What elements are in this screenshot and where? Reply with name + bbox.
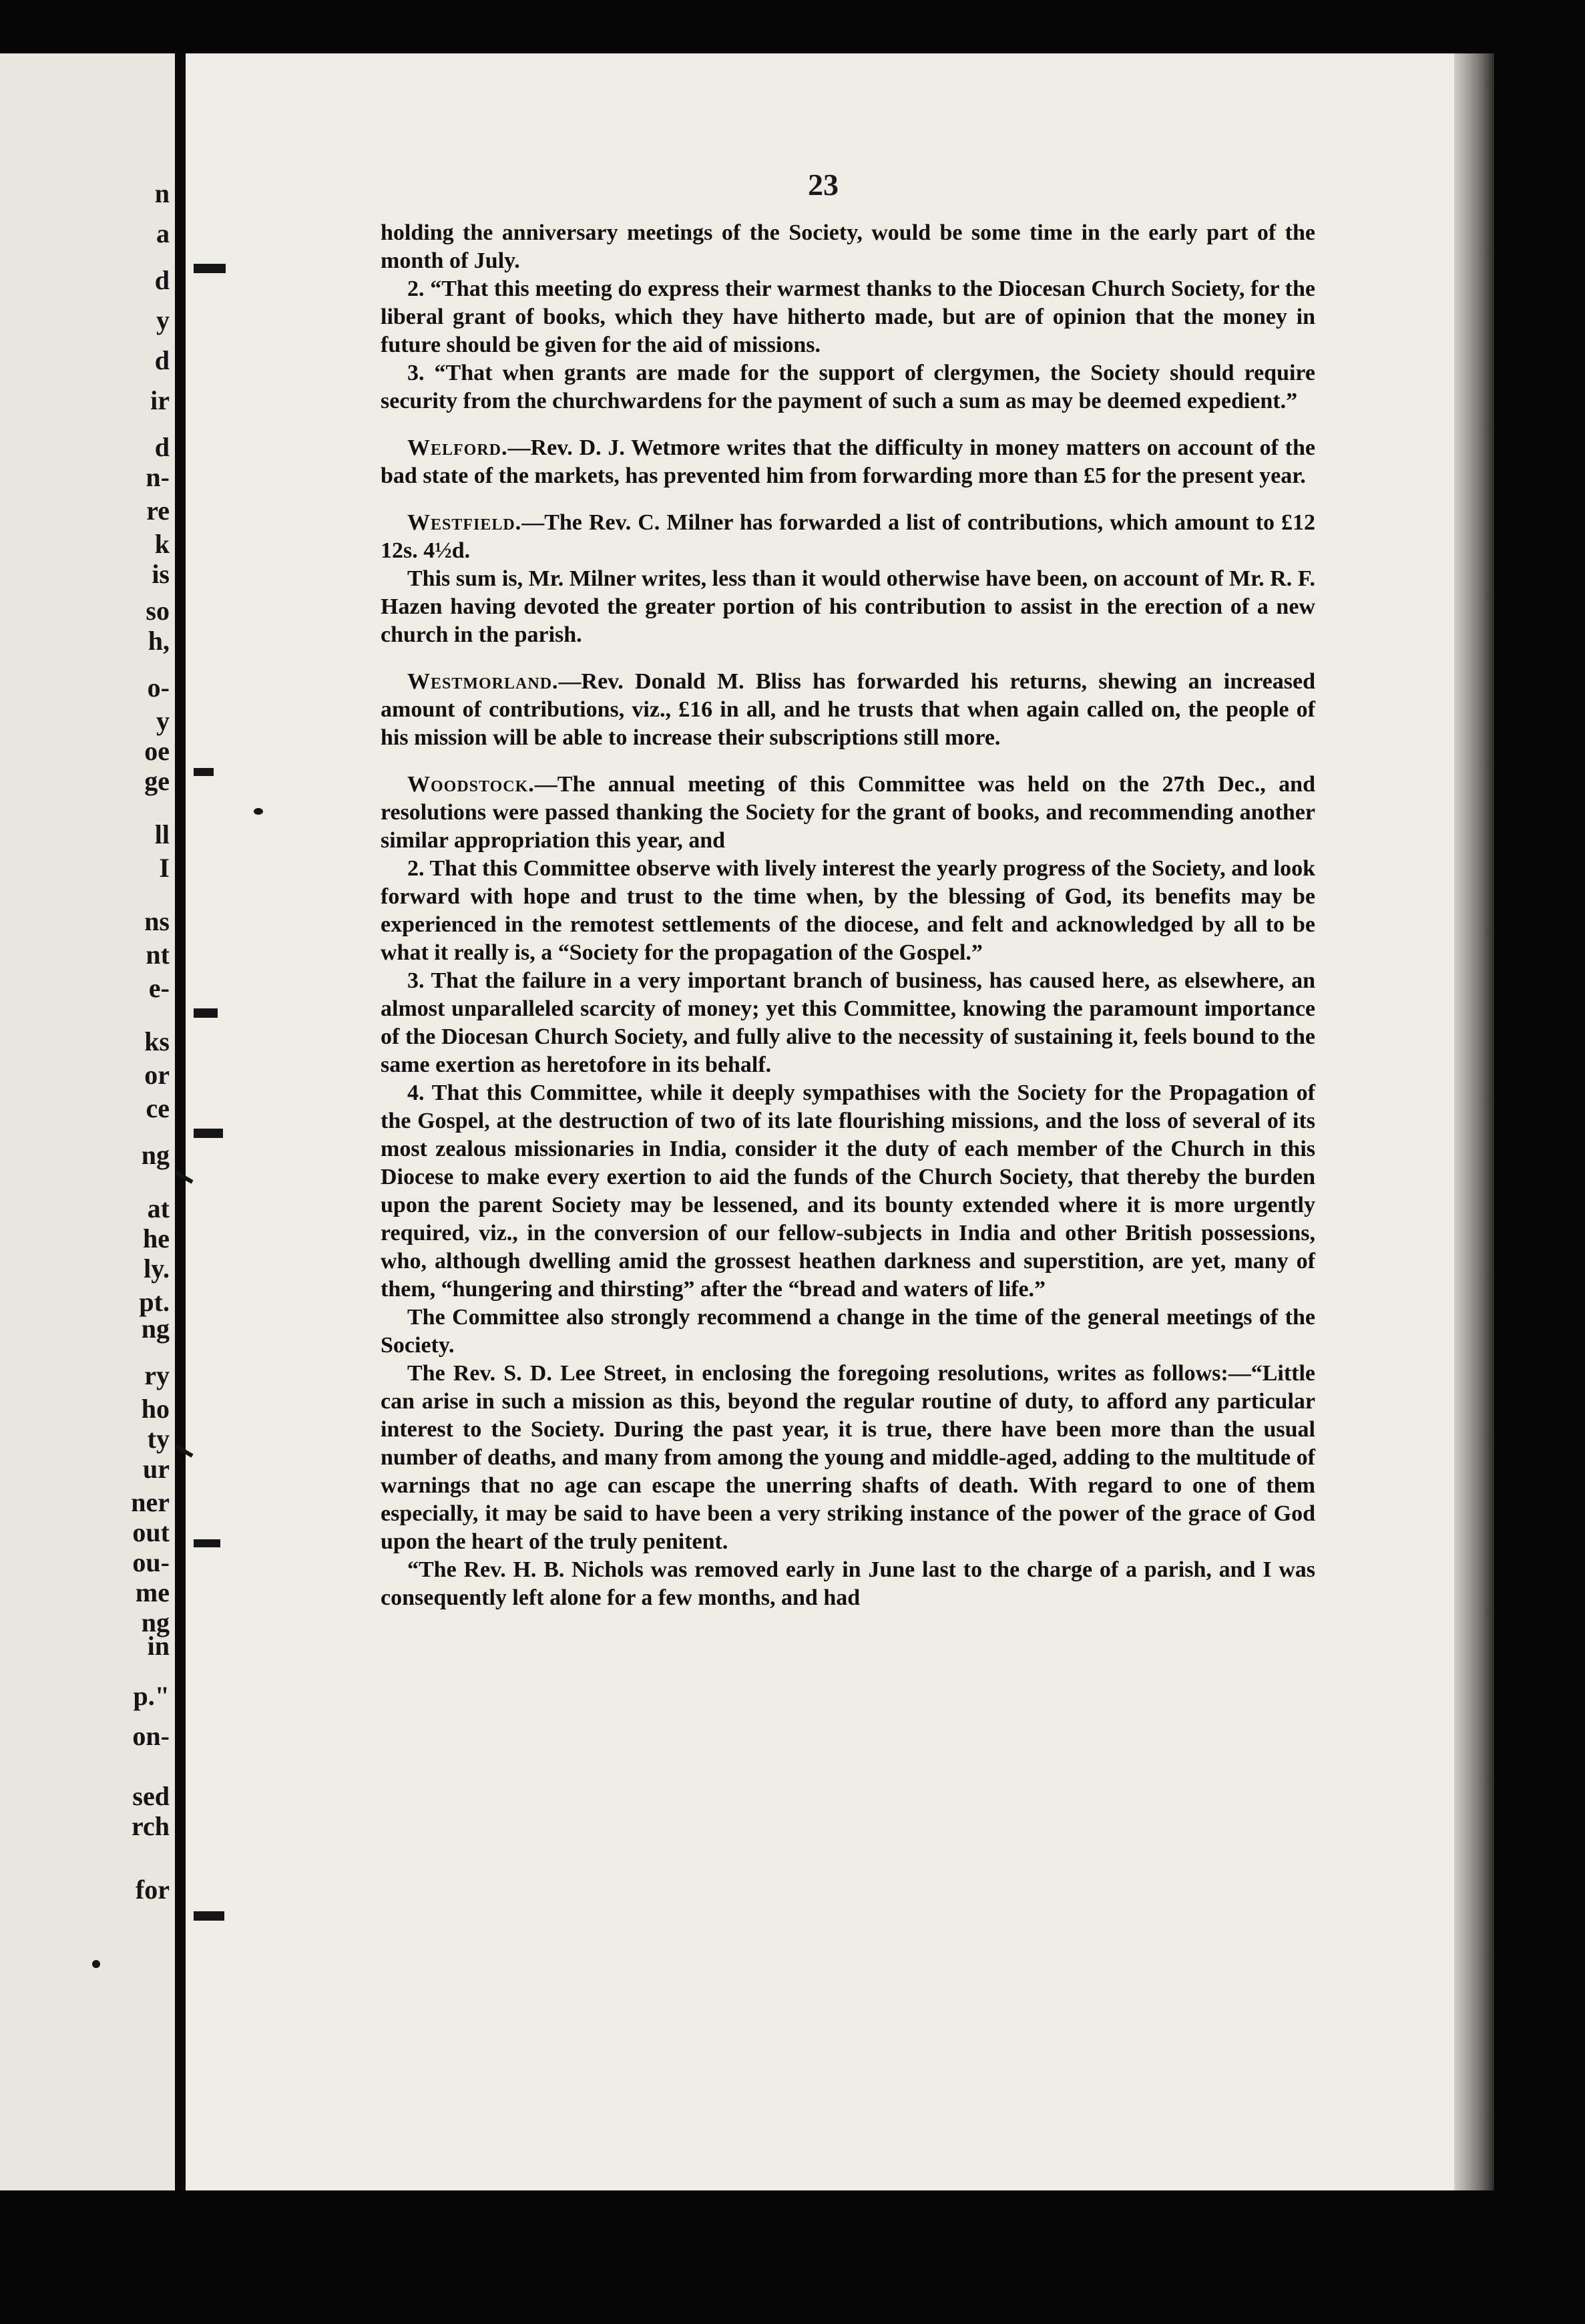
facing-page-fragment-text: on- bbox=[132, 1721, 170, 1751]
binding-mark bbox=[194, 1129, 223, 1138]
paragraph-text: 3. “That when grants are made for the support of clergymen, the Society should require security from the churchwardens for the payment of such a sum as may be deemed expedient.” bbox=[381, 361, 1315, 413]
scan-speck bbox=[92, 1960, 100, 1968]
facing-page-fragment-text: o- bbox=[147, 672, 170, 703]
facing-page-fragment-text: ou- bbox=[132, 1547, 170, 1577]
facing-page-fragment-text: nt bbox=[146, 940, 170, 970]
facing-page-fragment-text: ks bbox=[144, 1026, 170, 1056]
facing-page-fragment-text: d bbox=[154, 265, 170, 295]
facing-page-fragment-text: ng bbox=[141, 1314, 170, 1344]
facing-page-fragment-text: ge bbox=[144, 766, 170, 796]
facing-page-fragment-text: ns bbox=[144, 906, 170, 936]
place-name: Westmorland. bbox=[407, 669, 559, 694]
paragraph bbox=[381, 219, 1315, 275]
facing-page-fragment-text: rch bbox=[131, 1811, 170, 1841]
facing-page-fragment bbox=[0, 53, 175, 2190]
paragraph bbox=[381, 1079, 1315, 1304]
binding-mark bbox=[194, 1911, 224, 1921]
paragraph bbox=[381, 1360, 1315, 1556]
facing-page-fragment-text: ce bbox=[146, 1093, 170, 1123]
facing-page-fragment-text: ng bbox=[141, 1607, 170, 1637]
facing-page-fragment-text: for bbox=[135, 1875, 170, 1905]
facing-page-fragment-text: ng bbox=[141, 1140, 170, 1170]
facing-page-fragment-text: d bbox=[154, 345, 170, 375]
facing-page-fragment-text: ll bbox=[154, 819, 170, 849]
paragraph-text: 3. That the failure in a very important branch of business, has caused here, as elsewhere, an almost unparalleled scarcity of money; yet this Committee, knowing the paramount importance of the Diocesan Church Society, and fully alive to the necessity of sustaining it, feels bound to the same exertion as heretofore in its behalf. bbox=[381, 968, 1315, 1077]
paragraph bbox=[381, 1304, 1315, 1360]
facing-page-fragment-text: he bbox=[143, 1223, 170, 1253]
paragraph-text: 4. That this Committee, while it deeply sympathises with the Society for the Propagation of the Gospel, at the destruction of two of its late flourishing missions, and the loss of several of its most zealous missionaries in India, consider it the duty of each member of the Church in this Diocese to make every exertion to aid the funds of the Church Society, that thereby the burden upon the parent Society may be lessened, and its bounty extended where it is more urgently required, viz., in the conversion of our fellow-subjects in India and other British possessions, who, although dwelling amid the grossest heathen darkness and superstition, are yet, many of them, “hungering and thirsting” after the “bread and waters of life.” bbox=[381, 1081, 1315, 1302]
facing-page-fragment-text: or bbox=[144, 1060, 170, 1090]
place-name: Woodstock. bbox=[407, 772, 535, 797]
facing-page-fragment-text: a bbox=[156, 218, 170, 248]
paragraph-text: 2. “That this meeting do express their warmest thanks to the Diocesan Church Society, for the liberal grant of books, which they have hitherto made, but are of opinion that the money in future should be given for the aid of missions. bbox=[381, 276, 1315, 357]
paragraph-text: The Rev. S. D. Lee Street, in enclosing the foregoing resolutions, writes as follows:—“Little can arise in such a mission as this, beyond the regular routine of duty, to afford any particular interest to the Society. During the past year, it is true, there have been more than the usual number of deaths, and many from among the young and middle-aged, adding to the multitude of warnings that no age can escape the unerring shafts of death. With regard to one of them especially, it may be said to have been a very striking instance of the power of the grace of God upon the heart of the truly penitent. bbox=[381, 1361, 1315, 1554]
paragraph bbox=[381, 1556, 1315, 1612]
facing-page-fragment-text: n bbox=[154, 178, 170, 208]
facing-page-fragment-text: y bbox=[156, 706, 170, 736]
page-gutter bbox=[175, 53, 186, 2190]
paragraph bbox=[381, 275, 1315, 359]
paragraph-text: —The Rev. C. Milner has forwarded a list of contributions, which amount to £12 12s. 4½d. bbox=[381, 510, 1315, 563]
facing-page-fragment-text: re bbox=[146, 496, 170, 526]
paragraph bbox=[381, 668, 1315, 752]
facing-page-fragment-text: I bbox=[159, 853, 170, 883]
facing-page-fragment-text: n- bbox=[146, 462, 170, 492]
binding-mark bbox=[194, 264, 226, 273]
facing-page-fragment-text: sed bbox=[132, 1781, 170, 1811]
facing-page-fragment-text: e- bbox=[148, 973, 170, 1003]
facing-page-fragment-text: so bbox=[146, 596, 170, 626]
facing-page-fragment-text: ur bbox=[143, 1454, 170, 1484]
binding-mark bbox=[194, 1539, 220, 1547]
paragraph bbox=[381, 855, 1315, 967]
paragraph-text: holding the anniversary meetings of the Society, would be some time in the early part of the month of July. bbox=[381, 220, 1315, 273]
facing-page-fragment-text: in bbox=[147, 1631, 170, 1661]
facing-page-fragment-text: p." bbox=[133, 1681, 170, 1711]
facing-page-fragment-text: ho bbox=[141, 1394, 170, 1424]
paragraph bbox=[381, 565, 1315, 649]
binding-mark bbox=[194, 1008, 218, 1018]
facing-page-fragment-text: ry bbox=[144, 1360, 170, 1390]
book-edge bbox=[1454, 53, 1494, 2190]
paragraph bbox=[381, 359, 1315, 415]
facing-page-fragment-text: ner bbox=[131, 1487, 170, 1517]
facing-page-fragment-text: pt. bbox=[139, 1287, 170, 1317]
facing-page-fragment-text: is bbox=[152, 559, 170, 589]
facing-page-fragment-text: me bbox=[135, 1577, 170, 1607]
paragraph-text: This sum is, Mr. Milner writes, less than it would otherwise have been, on account of Mr. R. F. Hazen having devoted the greater portion of his contribution to assist in the erection of a new church in the parish. bbox=[381, 566, 1315, 647]
facing-page-fragment-text: ty bbox=[147, 1424, 170, 1454]
paragraph bbox=[381, 434, 1315, 490]
paragraph-text: The Committee also strongly recommend a change in the time of the general meetings of the Society. bbox=[381, 1305, 1315, 1358]
facing-page-fragment-text: h, bbox=[148, 626, 170, 656]
scan-speck bbox=[254, 808, 263, 815]
binding-mark bbox=[194, 768, 214, 776]
paragraph bbox=[381, 967, 1315, 1079]
paragraph bbox=[381, 509, 1315, 565]
paragraph-text: —Rev. D. J. Wetmore writes that the difficulty in money matters on account of the bad state of the markets, has prevented him from forwarding more than £5 for the present year. bbox=[381, 435, 1315, 488]
facing-page-fragment-text: at bbox=[147, 1193, 170, 1223]
facing-page-fragment-text: oe bbox=[144, 736, 170, 766]
place-name: Welford. bbox=[407, 435, 508, 460]
paragraph bbox=[381, 771, 1315, 855]
paragraph-text: 2. That this Committee observe with lively interest the yearly progress of the Society, and look forward with hope and trust to the time when, by the blessing of God, its benefits may be experienced in the remotest settlements of the diocese, and felt and acknowledged by all to be what it really is, a “Society for the propagation of the Gospel.” bbox=[381, 856, 1315, 965]
facing-page-fragment-text: ir bbox=[150, 385, 170, 415]
facing-page-fragment-text: k bbox=[154, 529, 170, 559]
paragraph-text: —The annual meeting of this Committee was held on the 27th Dec., and resolutions were passed thanking the Society for the grant of books, and recommending another similar appropriation this year, and bbox=[381, 772, 1315, 853]
paragraph-text: “The Rev. H. B. Nichols was removed early in June last to the charge of a parish, and I was consequently left alone for a few months, and had bbox=[381, 1557, 1315, 1610]
facing-page-fragment-text: y bbox=[156, 305, 170, 335]
facing-page-fragment-text: out bbox=[132, 1517, 170, 1547]
facing-page-fragment-text: d bbox=[154, 432, 170, 462]
facing-page-text bbox=[0, 53, 175, 2190]
page-number: 23 bbox=[808, 168, 839, 202]
facing-page-fragment-text: ly. bbox=[144, 1253, 170, 1284]
paragraph-text: —Rev. Donald M. Bliss has forwarded his returns, shewing an increased amount of contributions, viz., £16 in all, and he trusts that when again called on, the people of his mission will be able to increase their subscriptions still more. bbox=[381, 669, 1315, 750]
place-name: Westfield. bbox=[407, 510, 522, 535]
text-column bbox=[381, 219, 1315, 1612]
